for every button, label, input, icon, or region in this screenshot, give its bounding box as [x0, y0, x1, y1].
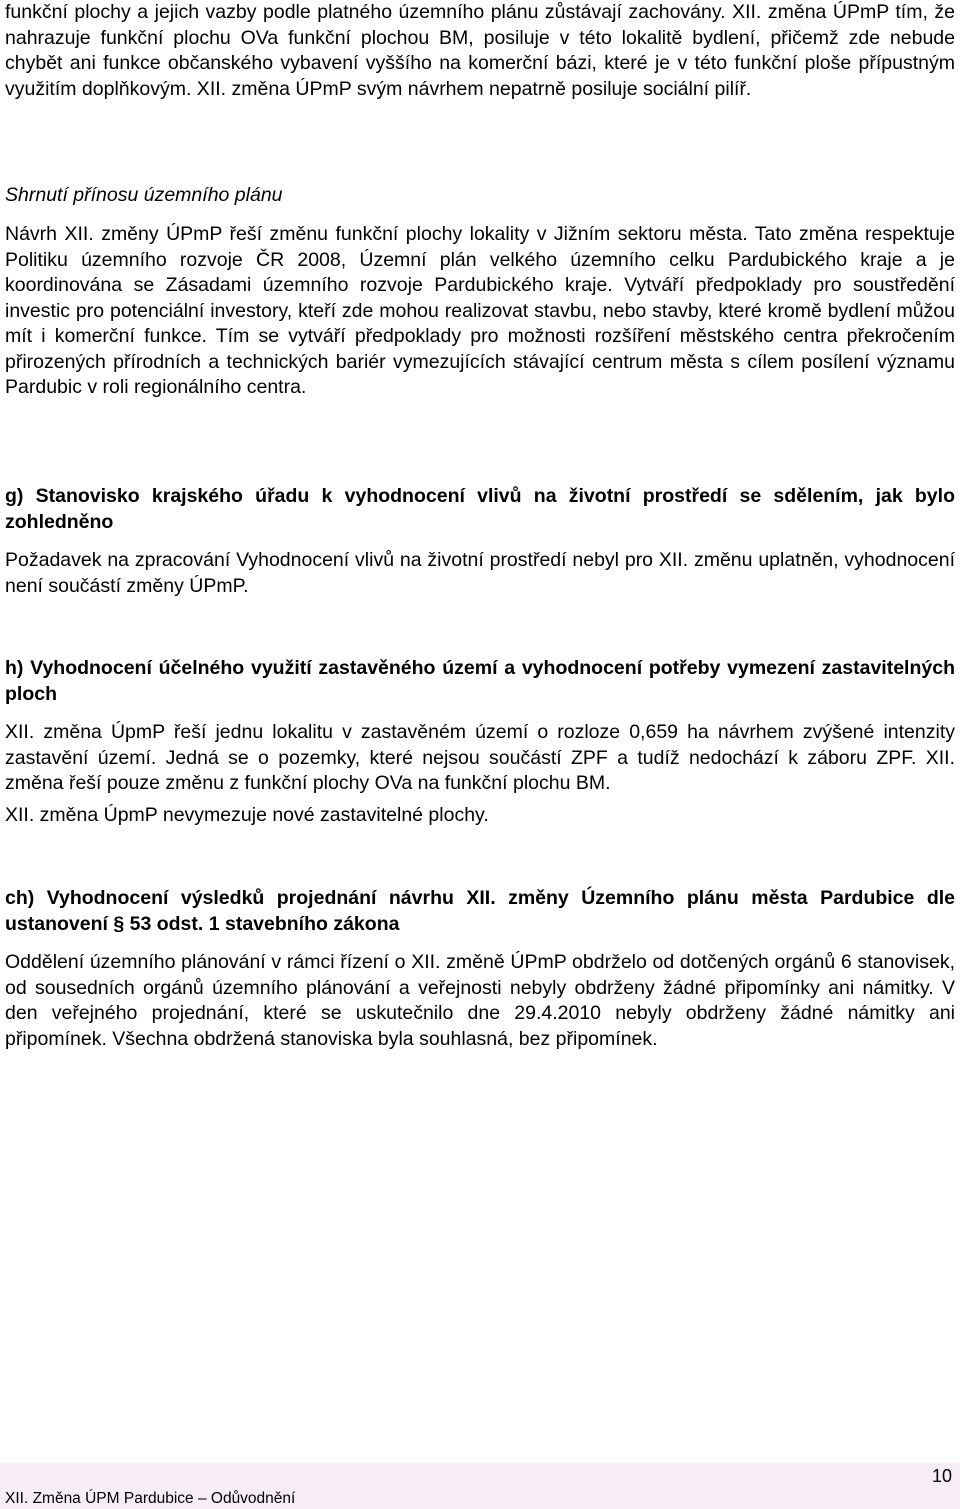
- paragraph-section-h-1: XII. změna ÚpmP řeší jednu lokalitu v zastavěném území o rozloze 0,659 ha návrhem zvýšené intenzity zastavění území. Jedná se o pozemky, které nejsou součástí ZPF a tudíž nedochází k záboru ZPF. XII. změna řeší pouze změnu z funkční plochy OVa na funkční plochu BM.: [5, 721, 955, 794]
- paragraph-section-h-2: XII. změna ÚpmP nevymezuje nové zastavitelné plochy.: [5, 804, 489, 826]
- paragraph-section-ch: Oddělení územního plánování v rámci řízení o XII. změně ÚPmP obdrželo od dotčených orgánů 6 stanovisek, od sousedních orgánů územního plánování a veřejnosti nebyly obdrženy žádné připomínky ani námitky. V den veřejného projednání, které se uskutečnilo dne 29.4.2010 nebyly obdrženy žádné námitky ani připomínek. Všechna obdržená stanoviska byla souhlasná, bez připomínek.: [5, 951, 955, 1050]
- page-footer: [0, 1463, 960, 1509]
- heading-section-h: h) Vyhodnocení účelného využití zastavěného území a vyhodnocení potřeby vymezení zastavitelných ploch: [5, 657, 955, 705]
- heading-section-g: g) Stanovisko krajského úřadu k vyhodnocení vlivů na životní prostředí se sdělením, jak bylo zohledněno: [5, 485, 955, 533]
- paragraph-intro: funkční plochy a jejich vazby podle platného územního plánu zůstávají zachovány. XII. změna ÚPmP tím, že nahrazuje funkční plochu OVa funkční plochou BM, posiluje v této lokalitě bydlení, přičemž zde nebude chybět ani funkce občanského vybavení vyššího na komerční bázi, které je v této funkční ploše přípustným využitím doplňkovým. XII. změna ÚPmP svým návrhem nepatrně posiluje sociální pilíř.: [5, 1, 955, 100]
- paragraph-section-g: Požadavek na zpracování Vyhodnocení vlivů na životní prostředí nebyl pro XII. změnu uplatněn, vyhodnocení není součástí změny ÚPmP.: [5, 549, 955, 597]
- paragraph-shrnuti: Návrh XII. změny ÚPmP řeší změnu funkční plochy lokality v Jižním sektoru města. Tato změna respektuje Politiku územního rozvoje ČR 2008, Územní plán velkého územního celku Pardubického kraje a je koordinována se Zásadami územního rozvoje Pardubického kraje. Vytváří předpoklady pro soustředění investic pro potenciální investory, kteří zde mohou realizovat stavbu, nebo stavby, které kromě bydlení můžou mít i komerční funkce. Tím se vytváří předpoklady pro možnosti rozšíření městského centra překročením přirozených přírodních a technických bariér vymezujících stávající centrum města s cílem posílení významu Pardubic v roli regionálního centra.: [5, 223, 955, 398]
- footer-text: XII. Změna ÚPM Pardubice – Odůvodnění: [5, 1490, 296, 1507]
- heading-section-ch: ch) Vyhodnocení výsledků projednání návrhu XII. změny Územního plánu města Pardubice dle ustanovení § 53 odst. 1 stavebního zákona: [5, 887, 955, 935]
- page-number: 10: [931, 1466, 952, 1486]
- subheading-shrnuti: Shrnutí přínosu územního plánu: [5, 184, 283, 206]
